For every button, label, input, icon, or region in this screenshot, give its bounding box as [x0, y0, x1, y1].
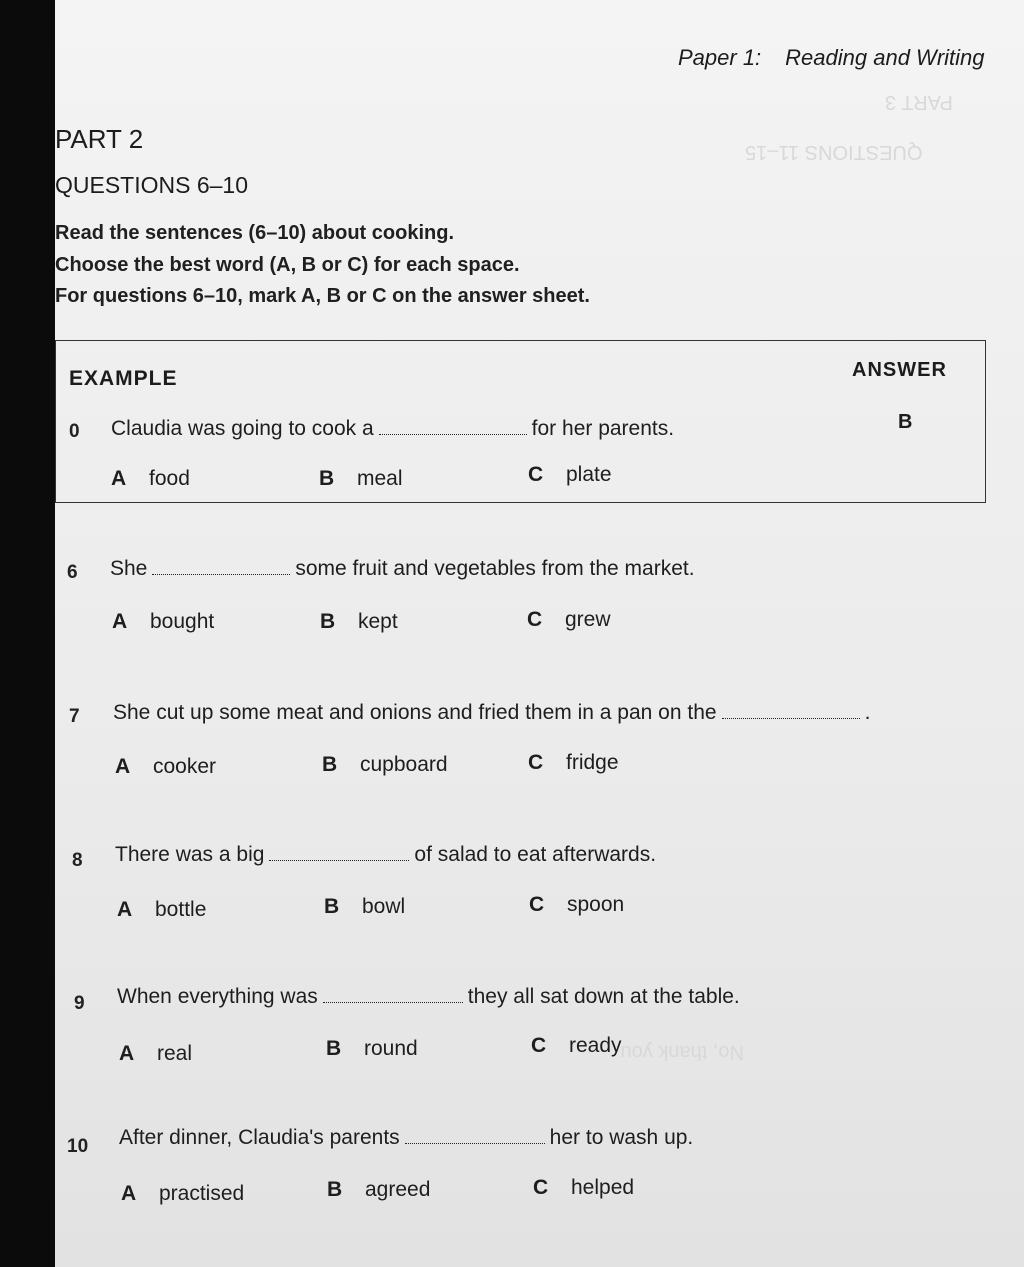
show-through-text: PART 3	[885, 91, 953, 113]
sentence-after: for her parents.	[531, 417, 675, 440]
question-number: 10	[67, 1136, 89, 1157]
exam-page	[55, 0, 1024, 1267]
option-letter: C	[528, 463, 544, 486]
option-text: cooker	[153, 755, 217, 778]
show-through-text: QUESTIONS 11–15	[745, 141, 923, 163]
question-number: 7	[69, 706, 80, 727]
option-text: ready	[569, 1034, 622, 1057]
sentence-after: they all sat down at the table.	[467, 985, 740, 1008]
option-text: plate	[566, 463, 612, 486]
option-text: round	[364, 1037, 418, 1060]
option-c	[529, 893, 624, 917]
part-title: PART 2	[55, 124, 144, 154]
example-answer: B	[898, 411, 913, 433]
option-text: agreed	[365, 1178, 431, 1201]
question-sentence	[117, 985, 740, 1009]
paper-header	[678, 45, 985, 71]
answer-heading: ANSWER	[852, 359, 947, 381]
option-letter: B	[319, 467, 335, 490]
option-letter: C	[528, 751, 544, 774]
instruction-line: For questions 6–10, mark A, B or C on the answer sheet.	[55, 285, 590, 307]
option-text: meal	[357, 467, 403, 490]
option-b	[326, 1037, 418, 1061]
answer-blank	[269, 859, 409, 861]
option-letter: B	[324, 895, 340, 918]
question-number: 6	[67, 562, 78, 583]
option-b	[327, 1178, 430, 1202]
sentence-after: of salad to eat afterwards.	[414, 843, 657, 866]
sentence-after: her to wash up.	[549, 1126, 694, 1149]
option-letter: A	[117, 898, 133, 921]
option-c	[528, 463, 612, 487]
question-sentence	[119, 1126, 693, 1150]
option-a	[112, 610, 214, 634]
option-letter: B	[322, 753, 338, 776]
option-b	[319, 467, 403, 491]
option-c	[533, 1176, 634, 1200]
option-text: grew	[565, 608, 611, 631]
option-letter: C	[533, 1176, 549, 1199]
option-letter: B	[320, 610, 336, 633]
option-b	[324, 895, 405, 919]
option-a	[115, 755, 216, 779]
option-a	[111, 467, 190, 491]
option-b	[322, 753, 448, 777]
example-box	[55, 340, 986, 503]
option-text: food	[149, 467, 190, 490]
question-number: 8	[72, 850, 83, 871]
answer-blank	[379, 433, 527, 435]
option-text: cupboard	[360, 753, 448, 776]
example-heading: EXAMPLE	[69, 367, 178, 390]
example-number: 0	[69, 421, 80, 442]
paper-subject: Reading and Writing	[785, 45, 985, 70]
question-number: 9	[74, 993, 85, 1014]
option-letter: B	[326, 1037, 342, 1060]
questions-range: QUESTIONS 6–10	[55, 172, 249, 198]
option-text: spoon	[567, 893, 625, 916]
sentence-before: Claudia was going to cook a	[111, 417, 374, 440]
option-c	[527, 608, 611, 632]
option-a	[117, 898, 206, 922]
option-letter: A	[111, 467, 127, 490]
option-text: bottle	[155, 898, 207, 921]
option-letter: A	[119, 1042, 135, 1065]
option-letter: C	[529, 893, 545, 916]
question-sentence	[115, 843, 656, 867]
option-letter: A	[112, 610, 128, 633]
answer-blank	[722, 717, 860, 719]
option-text: practised	[159, 1182, 245, 1205]
option-c	[528, 751, 619, 775]
instruction-line: Choose the best word (A, B or C) for each space.	[55, 254, 520, 276]
sentence-before: She cut up some meat and onions and fried them in a pan on the	[113, 701, 717, 724]
sentence-before: After dinner, Claudia's parents	[119, 1126, 400, 1149]
option-text: real	[157, 1042, 193, 1065]
option-letter: C	[531, 1034, 547, 1057]
example-sentence	[111, 417, 674, 441]
sentence-before: She	[110, 557, 148, 580]
sentence-before: There was a big	[115, 843, 265, 866]
paper-number: Paper 1:	[678, 45, 762, 70]
answer-blank	[323, 1001, 463, 1003]
option-text: bowl	[362, 895, 406, 918]
option-letter: A	[121, 1182, 137, 1205]
option-text: fridge	[566, 751, 619, 774]
option-letter: A	[115, 755, 131, 778]
question-sentence	[113, 701, 870, 725]
sentence-after: .	[864, 701, 871, 724]
show-through-text: No, thank you.	[615, 1041, 744, 1063]
option-c	[531, 1034, 622, 1058]
question-sentence	[110, 557, 695, 581]
option-text: kept	[358, 610, 398, 633]
option-a	[121, 1182, 244, 1206]
option-letter: C	[527, 608, 543, 631]
option-text: helped	[571, 1176, 635, 1199]
instruction-line: Read the sentences (6–10) about cooking.	[55, 222, 454, 244]
option-a	[119, 1042, 192, 1066]
answer-blank	[405, 1142, 545, 1144]
option-letter: B	[327, 1178, 343, 1201]
sentence-after: some fruit and vegetables from the market.	[295, 557, 695, 580]
sentence-before: When everything was	[117, 985, 318, 1008]
answer-blank	[152, 573, 290, 575]
option-text: bought	[150, 610, 215, 633]
option-b	[320, 610, 398, 634]
